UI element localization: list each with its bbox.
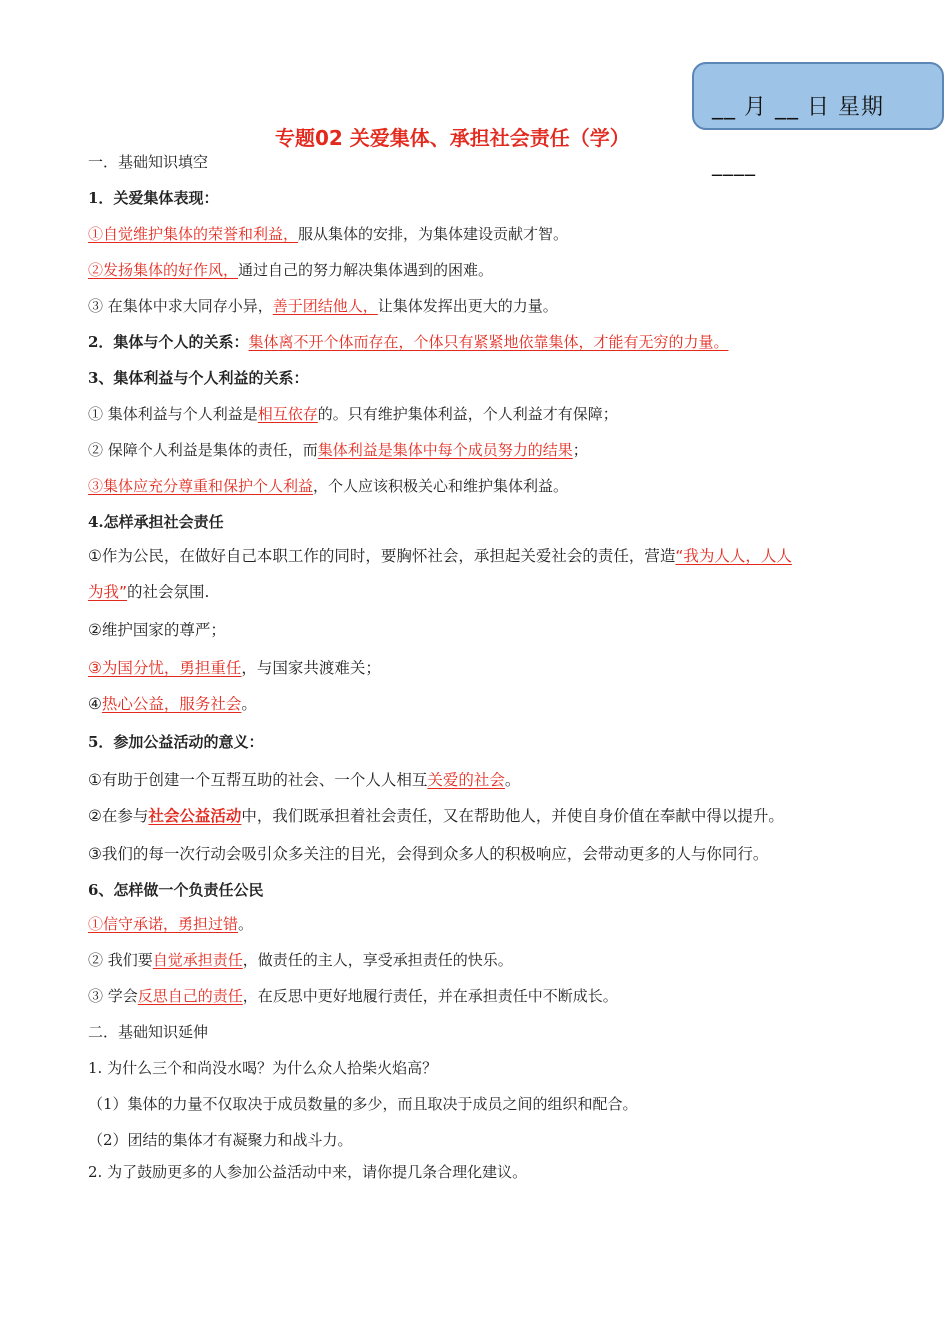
answer-span: 集体离不开个体而存在，个体只有紧紧地依靠集体，才能有无穷的力量。: [248, 333, 729, 351]
text-line: ②维护国家的尊严；: [88, 621, 226, 639]
text-span: 的。只有维护集体利益，个人利益才有保障；: [317, 405, 618, 423]
text-line: [88, 224, 568, 244]
heading-6: 6、怎样做一个负责任公民: [88, 881, 264, 899]
answer-span: 发扬集体的好作风，: [103, 261, 239, 279]
question-1: 1. 为什么三个和尚没水喝？为什么众人拾柴火焰高？: [88, 1059, 438, 1077]
answer-1-2: （2）团结的集体才有凝聚力和战斗力。: [88, 1131, 353, 1149]
text-span: ①作为公民，在做好自己本职工作的同时，要胸怀社会，承担起关爱社会的责任，营造: [88, 547, 676, 565]
text-span: ；: [572, 441, 588, 459]
text-span: ①: [88, 915, 104, 933]
answer-span: 自觉维护集体的荣誉和利益，: [103, 225, 299, 243]
text-span: 服从集体的安排，为集体建设贡献才智。: [298, 225, 569, 243]
text-line: [88, 986, 618, 1006]
text-span: ，与国家共渡难关；: [241, 659, 381, 677]
text-line: [88, 770, 520, 790]
text-span: ③ 在集体中求大同存小异，: [88, 297, 273, 315]
text-line: [88, 694, 257, 714]
text-span: 让集体发挥出更大的力量。: [377, 297, 558, 315]
text-span: ③ 学会: [88, 987, 138, 1005]
text-line: [88, 260, 493, 280]
text-line: [88, 332, 728, 352]
text-span: 中，我们既承担着社会责任，又在帮助他人，并使自身价值在奉献中得以提升。: [241, 807, 784, 825]
text-line: [88, 546, 792, 566]
answer-span: “我为人人，人人: [675, 547, 792, 565]
heading-5: 5．参加公益活动的意义：: [88, 733, 264, 751]
answer-1-1: （1）集体的力量不仅取决于成员数量的多少，而且取决于成员之间的组织和配合。: [88, 1095, 638, 1113]
text-span: ② 我们要: [88, 951, 153, 969]
text-span: 。: [504, 771, 521, 789]
text-line: [88, 950, 513, 970]
text-span: ① 集体利益与个人利益是: [88, 405, 258, 423]
text-span: ①有助于创建一个互帮互助的社会、一个人人相互: [88, 771, 428, 789]
answer-span: 集体应充分尊重和保护个人利益: [103, 477, 314, 495]
text-line: [88, 806, 784, 826]
answer-span: 反思自己的责任: [137, 987, 243, 1005]
text-span: ②在参与: [88, 807, 149, 825]
heading-1: 1．关爱集体表现：: [88, 189, 219, 207]
section-heading-1: 一．基础知识填空: [88, 153, 209, 171]
answer-span: 集体利益是集体中每个成员努力的结果: [317, 441, 573, 459]
text-span: ②: [88, 261, 104, 279]
answer-span: 相互依存: [257, 405, 318, 423]
text-span: ，个人应该积极关心和维护集体利益。: [313, 477, 569, 495]
answer-span: 热心公益，服务社会: [101, 695, 242, 713]
text-span: 的社会氛围.: [127, 583, 210, 601]
date-underline: ____: [712, 152, 756, 176]
text-span: ，做责任的主人，享受承担责任的快乐。: [242, 951, 513, 969]
date-box: [692, 62, 944, 130]
answer-span: 为我”: [88, 583, 128, 601]
heading-2: 2．集体与个人的关系：: [88, 333, 249, 351]
text-line: [88, 440, 588, 460]
text-line: [88, 476, 568, 496]
answer-span: 自觉承担责任: [152, 951, 243, 969]
answer-span: 社会公益活动: [148, 807, 242, 825]
text-span: 。: [238, 915, 254, 933]
text-span: ①: [88, 225, 104, 243]
text-line: [88, 296, 558, 316]
answer-span: 为国分忧，勇担重任: [101, 659, 242, 677]
page-title: 专题02 关爱集体、承担社会责任（学）: [275, 126, 630, 150]
text-span: ④: [88, 695, 102, 713]
text-line: ③我们的每一次行动会吸引众多关注的目光，会得到众多人的积极响应，会带动更多的人与你同行。: [88, 845, 769, 863]
text-span: 。: [241, 695, 257, 713]
text-span: 通过自己的努力解决集体遇到的困难。: [238, 261, 494, 279]
answer-span: 善于团结他人，: [272, 297, 378, 315]
text-span: ② 保障个人利益是集体的责任，而: [88, 441, 318, 459]
section-heading-2: 二．基础知识延伸: [88, 1023, 209, 1041]
text-line: [88, 404, 618, 424]
text-span: ，在反思中更好地履行责任，并在承担责任中不断成长。: [242, 987, 618, 1005]
text-span: ③: [88, 659, 102, 677]
answer-span: 信守承诺，勇担过错: [103, 915, 239, 933]
text-line: [88, 582, 209, 602]
text-line: [88, 914, 253, 934]
heading-4: 4.怎样承担社会责任: [88, 513, 224, 531]
text-line: [88, 658, 381, 678]
heading-3: 3、集体利益与个人利益的关系：: [88, 369, 309, 387]
question-2: 2. 为了鼓励更多的人参加公益活动中来，请你提几条合理化建议。: [88, 1163, 528, 1181]
answer-span: 关爱的社会: [427, 771, 505, 789]
text-span: ③: [88, 477, 104, 495]
date-text: __ 月 __ 日 星期: [712, 95, 884, 120]
